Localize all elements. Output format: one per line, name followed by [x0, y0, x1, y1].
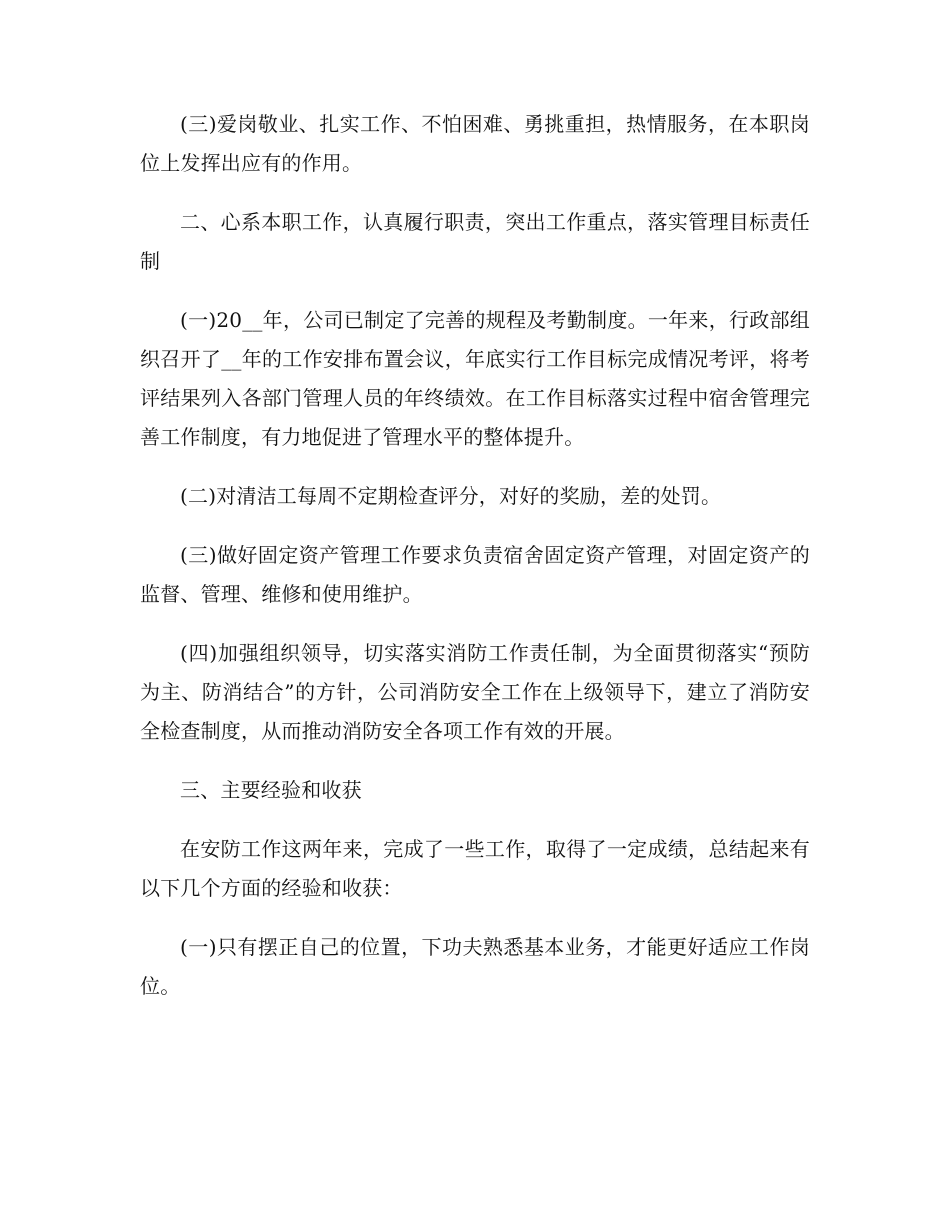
- paragraph-experience-item-one: (一)只有摆正自己的位置，下功夫熟悉基本业务，才能更好适应工作岗位。: [140, 935, 810, 998]
- paragraph-section-three-dedication: (三)爱岗敬业、扎实工作、不怕困难、勇挑重担，热情服务，在本职岗位上发挥出应有的作用。: [140, 112, 810, 175]
- heading-section-three: 三、主要经验和收获: [180, 778, 362, 802]
- paragraph-item-two-cleaning: (二)对清洁工每周不定期检查评分，对好的奖励，差的处罚。: [180, 484, 722, 508]
- heading-section-two: 二、心系本职工作，认真履行职责，突出工作重点，落实管理目标责任制: [140, 210, 810, 273]
- paragraph-item-four-fire-safety: (四)加强组织领导，切实落实消防工作责任制，为全面贯彻落实“预防为主、防消结合”的方针，公司消防安全工作在上级领导下，建立了消防安全检查制度，从而推动消防安全各项工作有效的开展。: [140, 641, 810, 743]
- paragraph-item-one-attendance: (一)20__年，公司已制定了完善的规程及考勤制度。一年来，行政部组织召开了__年的工作安排布置会议，年底实行工作目标完成情况考评，将考评结果列入各部门管理人员的年终绩效。在工作目标落实过程中宿舍管理完善工作制度，有力地促进了管理水平的整体提升。: [140, 308, 810, 449]
- paragraph-item-three-assets: (三)做好固定资产管理工作要求负责宿舍固定资产管理，对固定资产的监督、管理、维修和使用维护。: [140, 543, 810, 606]
- paragraph-experience-intro: 在安防工作这两年来，完成了一些工作，取得了一定成绩，总结起来有以下几个方面的经验和收获：: [140, 837, 810, 900]
